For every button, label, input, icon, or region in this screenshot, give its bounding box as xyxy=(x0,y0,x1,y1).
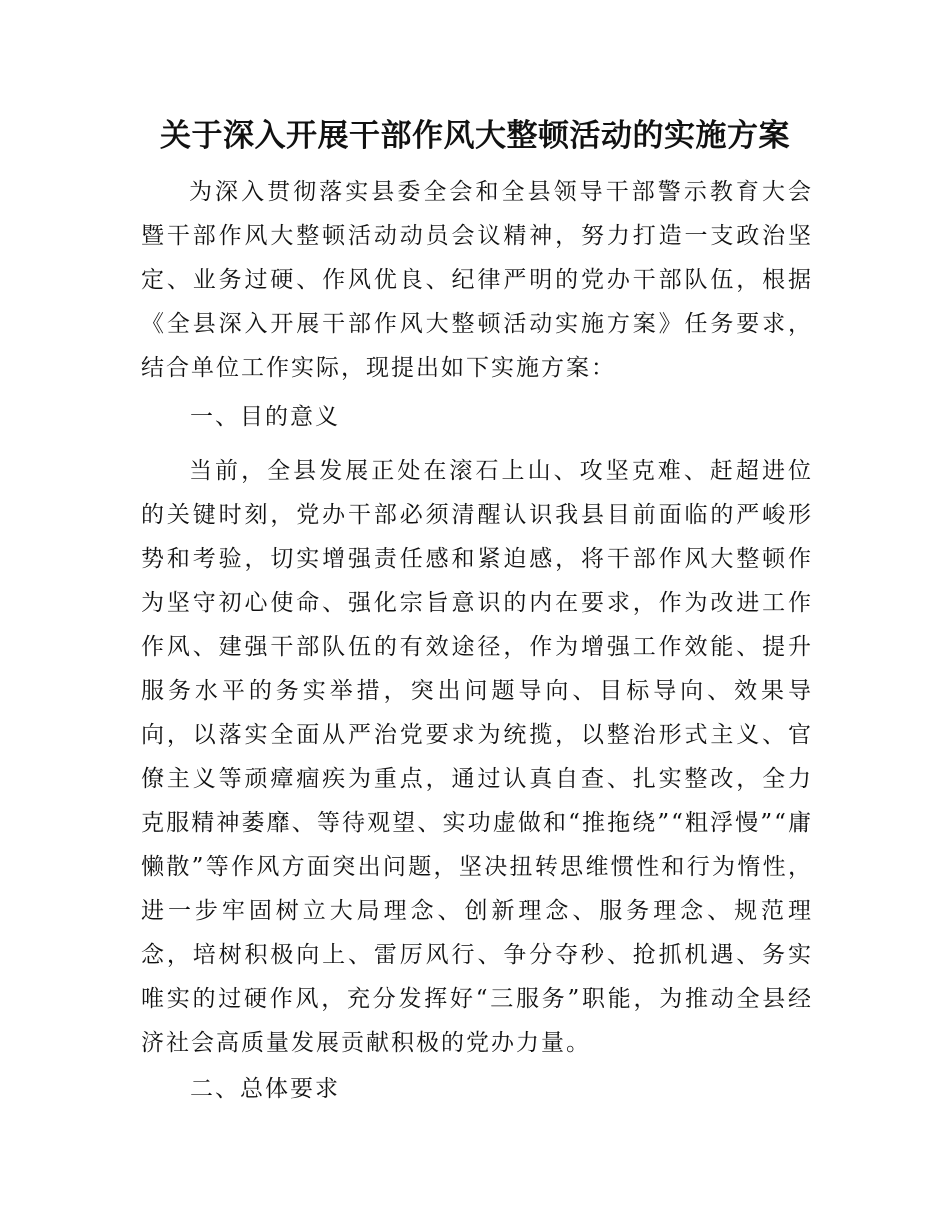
section-one-paragraph: 当前，全县发展正处在滚石上山、攻坚克难、赶超进位的关键时刻，党办干部必须清醒认识我县目前面临的严峻形势和考验，切实增强责任感和紧迫感，将干部作风大整顿作为坚守初心使命、强化宗旨意识的内在要求，作为改进工作作风、建强干部队伍的有效途径，作为增强工作效能、提升服务水平的务实举措，突出问题导向、目标导向、效果导向，以落实全面从严治党要求为统揽，以整治形式主义、官僚主义等顽瘴痼疾为重点，通过认真自查、扎实整改，全力克服精神萎靡、等待观望、实功虚做和“推拖绕”“粗浮慢”“庸懒散”等作风方面突出问题，坚决扭转思维惯性和行为惰性，进一步牢固树立大局理念、创新理念、服务理念、规范理念，培树积极向上、雷厉风行、争分夺秒、抢抓机遇、务实唯实的过硬作风，充分发挥好“三服务”职能，为推动全县经济社会高质量发展贡献积极的党办力量。 xyxy=(141,458,813,1056)
document-title: 关于深入开展干部作风大整顿活动的实施方案 xyxy=(160,118,790,154)
intro-paragraph: 为深入贯彻落实县委全会和全县领导干部警示教育大会暨干部作风大整顿活动动员会议精神，努力打造一支政治坚定、业务过硬、作风优良、纪律严明的党办干部队伍，根据《全县深入开展干部作风大整顿活动实施方案》任务要求，结合单位工作实际，现提出如下实施方案： xyxy=(141,179,813,381)
section-one-heading: 一、目的意义 xyxy=(190,404,340,430)
section-two-heading: 二、总体要求 xyxy=(190,1076,340,1102)
